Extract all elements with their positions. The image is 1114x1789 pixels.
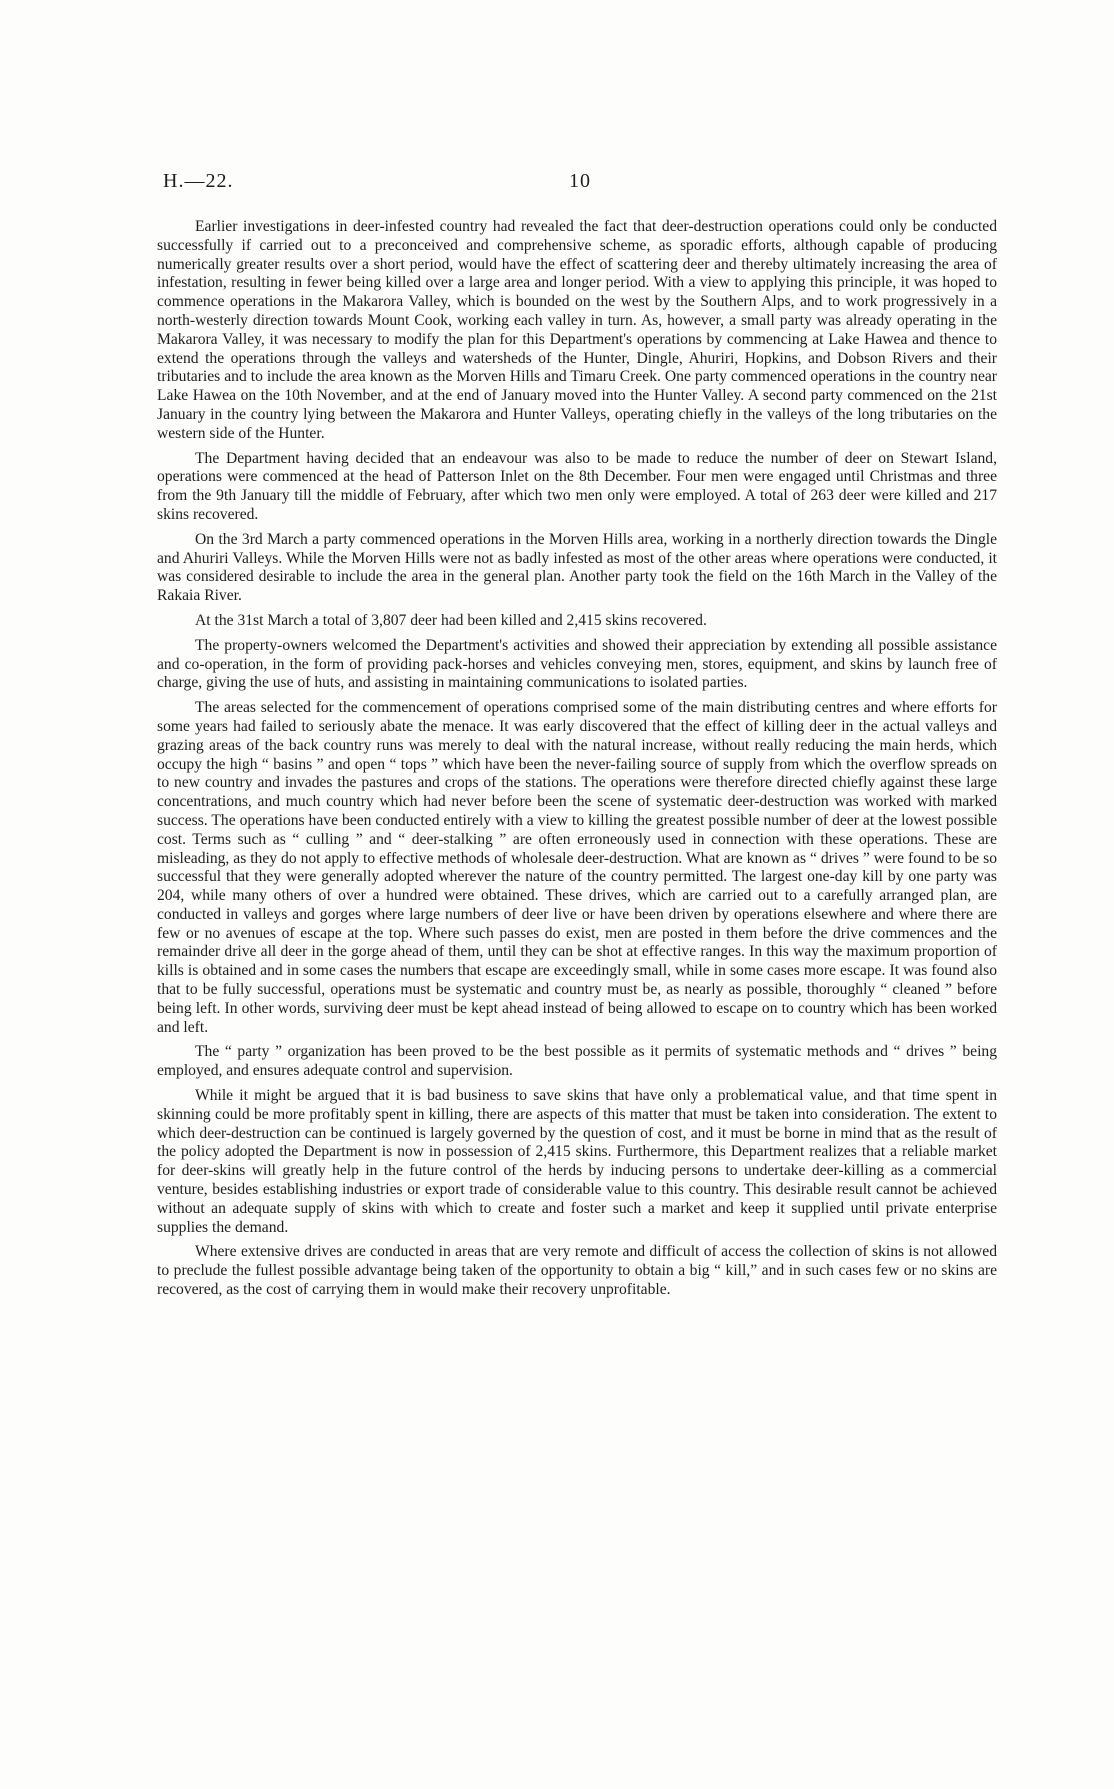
paragraph: The property-owners welcomed the Department's activities and showed their appreciation by extending all possible assistance and co-operation, in the form of providing pack-horses and vehicles conveying men, stores, equipment, and skins by launch free of charge, giving the use of huts, and assisting in maintaining communications to isolated parties. xyxy=(157,636,997,692)
paragraph: At the 31st March a total of 3,807 deer had been killed and 2,415 skins recovered. xyxy=(195,611,707,629)
document-reference: H.—22. xyxy=(163,170,234,192)
paragraph: On the 3rd March a party commenced operations in the Morven Hills area, working in a northerly direction towards the Dingle and Ahuriri Valleys. While the Morven Hills were not as badly infested as most of the other areas where operations were conducted, it was considered desirable to include the area in the general plan. Another party took the field on the 16th March in the Valley of the Rakaia River. xyxy=(157,530,997,605)
paragraph: While it might be argued that it is bad business to save skins that have only a problematical value, and that time spent in skinning could be more profitably spent in killing, there are aspects of this matter that must be taken into consideration. The extent to which deer-destruction can be continued is largely governed by the question of cost, and it must be borne in mind that as the result of the policy adopted the Department is now in possession of 2,415 skins. Furthermore, this Department realizes that a reliable market for deer-skins will greatly help in the future control of the herds by inducing persons to undertake deer-killing as a commercial venture, besides establishing industries or export trade of considerable value to this country. This desirable result cannot be achieved without an adequate supply of skins with which to create and foster such a market and keep it supplied until private enterprise supplies the demand. xyxy=(157,1087,997,1236)
page-number: 10 xyxy=(569,170,591,192)
paragraph: Where extensive drives are conducted in areas that are very remote and difficult of access the collection of skins is not allowed to preclude the fullest possible advantage being taken of the opportunity to obtain a big “ kill,” and in such cases few or no skins are recovered, as the cost of carrying them in would make their recovery unprofitable. xyxy=(157,1243,997,1299)
paragraph: The “ party ” organization has been proved to be the best possible as it permits of systematic methods and “ drives ” being employed, and ensures adequate control and supervision. xyxy=(157,1043,997,1080)
paragraph: The areas selected for the commencement of operations comprised some of the main distributing centres and where efforts for some years had failed to seriously abate the menace. It was early discovered that the effect of killing deer in the actual valleys and grazing areas of the back country runs was merely to deal with the natural increase, without really reducing the main herds, which occupy the high “ basins ” and open “ tops ” which have been the never-failing source of supply from which the overflow spreads on to new country and invades the pastures and crops of the stations. The operations were therefore directed chiefly against these large concentrations, and much country which had never before been the scene of systematic deer-destruction was worked with marked success. The operations have been conducted entirely with a view to killing the greatest possible number of deer at the lowest possible cost. Terms such as “ culling ” and “ deer-stalking ” are often erroneously used in connection with these operations. These are misleading, as they do not apply to effective methods of wholesale deer-destruction. What are known as “ drives ” were found to be so successful that they were generally adopted wherever the nature of the country permitted. The largest one-day kill by one party was 204, while many others of over a hundred were obtained. These drives, which are carried out to a carefully arranged plan, are conducted in valleys and gorges where large numbers of deer live or have been driven by operations elsewhere and where there are few or no avenues of escape at the top. Where such passes do exist, men are posted in them before the drive commences and the remainder drive all deer in the gorge ahead of them, until they can be shot at effective ranges. In this way the maximum proportion of kills is obtained and in some cases the numbers that escape are exceedingly small, while in some cases more escape. It was found also that to be fully successful, operations must be systematic and country must be, as nearly as possible, thoroughly “ cleaned ” before being left. In other words, surviving deer must be kept ahead instead of being allowed to escape on to country which has been worked and left. xyxy=(157,699,997,1036)
page-header xyxy=(163,170,997,198)
paragraph: Earlier investigations in deer-infested country had revealed the fact that deer-destruction operations could only be conducted successfully if carried out to a preconceived and comprehensive scheme, as sporadic efforts, although capable of producing numerically greater results over a short period, would have the effect of scattering deer and thereby ultimately increasing the area of infestation, resulting in fewer being killed over a large area and longer period. With a view to applying this principle, it was hoped to commence operations in the Makarora Valley, which is bounded on the west by the Southern Alps, and to work progressively in a north-westerly direction towards Mount Cook, working each valley in turn. As, however, a small party was already operating in the Makarora Valley, it was necessary to modify the plan for this Department's operations by commencing at Lake Hawea and thence to extend the operations through the valleys and watersheds of the Hunter, Dingle, Ahuriri, Hopkins, and Dobson Rivers and their tributaries and to include the area known as the Morven Hills and Timaru Creek. One party commenced operations in the country near Lake Hawea on the 10th November, and at the end of January moved into the Hunter Valley. A second party commenced on the 21st January in the country lying between the Makarora and Hunter Valleys, operating chiefly in the valleys of the long tributaries on the western side of the Hunter. xyxy=(157,218,997,442)
paragraph: The Department having decided that an endeavour was also to be made to reduce the number of deer on Stewart Island, operations were commenced at the head of Patterson Inlet on the 8th December. Four men were engaged until Christmas and three from the 9th January till the middle of February, after which two men only were employed. A total of 263 deer were killed and 217 skins recovered. xyxy=(157,449,997,523)
body-text xyxy=(157,218,997,1306)
